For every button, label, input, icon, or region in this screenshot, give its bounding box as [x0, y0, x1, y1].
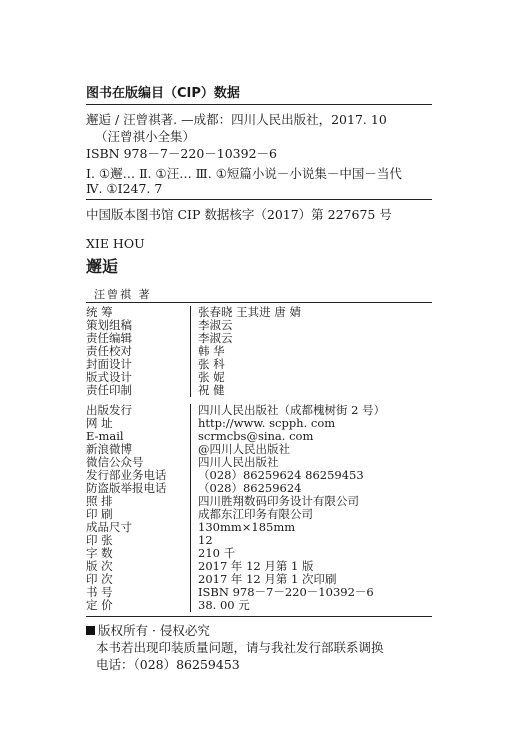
credit-label: 责任校对: [86, 344, 132, 358]
cip-heading: 图书在版编目（CIP）数据: [86, 86, 240, 101]
detail-label: 定 价: [86, 598, 113, 612]
black-square-icon: [86, 626, 95, 635]
cip-classification-code: Ⅳ. ①I247. 7: [86, 181, 163, 196]
detail-label: 防盗版举报电话: [86, 481, 167, 495]
quality-notice: 本书若出现印装质量问题，请与我社发行部联系调换: [96, 640, 384, 655]
divider: [86, 616, 432, 617]
credit-label: 统 筹: [86, 305, 113, 319]
credit-row: [86, 306, 446, 319]
detail-value: http://www. scpph. com: [198, 416, 336, 430]
credit-value: 韩 华: [198, 344, 225, 358]
cip-isbn: ISBN 978－7－220－10392－6: [86, 146, 277, 161]
divider: [86, 104, 432, 105]
book-title: 邂逅: [86, 257, 119, 276]
credit-row: [86, 358, 446, 371]
detail-value: 12: [198, 533, 213, 547]
credit-label: 责任编辑: [86, 331, 132, 345]
column-divider: [190, 404, 191, 612]
detail-value: 四川人民出版社（成都槐树街 2 号）: [198, 403, 386, 417]
credit-row: [86, 384, 446, 397]
detail-value: 四川胜翔数码印务设计有限公司: [198, 494, 359, 508]
credit-value: 祝 健: [198, 383, 225, 397]
copyright-notice: 版权所有 · 侵权必究: [98, 623, 210, 638]
cip-verification: 中国版本图书馆 CIP 数据核字（2017）第 227675 号: [86, 207, 392, 222]
detail-label: 字 数: [86, 546, 113, 560]
credit-value: 张春晓 王其进 唐 婧: [198, 305, 301, 319]
detail-label: 印 次: [86, 572, 113, 586]
detail-row: [86, 599, 446, 612]
detail-label: 出版发行: [86, 403, 132, 417]
cip-series: （汪曾祺小全集）: [95, 129, 196, 144]
credit-row: [86, 371, 446, 384]
detail-label: 版 次: [86, 559, 113, 573]
column-divider: [190, 306, 191, 397]
credit-value: 李淑云: [198, 318, 233, 332]
detail-value: 38. 00 元: [198, 598, 250, 612]
detail-value: scrmcbs@sina. com: [198, 429, 314, 443]
detail-row: [86, 521, 446, 534]
detail-label: E-mail: [86, 429, 124, 443]
detail-row: [86, 586, 446, 599]
detail-label: 新浪微博: [86, 442, 132, 456]
detail-value: ISBN 978－7－220－10392－6: [198, 585, 374, 599]
detail-label: 网 址: [86, 416, 113, 430]
credit-value: 李淑云: [198, 331, 233, 345]
detail-value: 2017 年 12 月第 1 次印刷: [198, 572, 337, 586]
credit-label: 策划组稿: [86, 318, 132, 332]
cip-classification: Ⅰ. ①邂… Ⅱ. ①汪… Ⅲ. ①短篇小说－小说集－中国－当代: [86, 166, 402, 181]
credit-value: 张 妮: [198, 370, 225, 384]
detail-value: （028）86259624: [198, 481, 302, 495]
detail-value: （028）86259624 86259453: [198, 468, 364, 482]
detail-label: 微信公众号: [86, 455, 144, 469]
detail-label: 印 张: [86, 533, 113, 547]
credit-label: 封面设计: [86, 357, 132, 371]
detail-value: 四川人民出版社: [198, 455, 279, 469]
copyright-notice-line: [86, 621, 210, 639]
detail-row: [86, 534, 446, 547]
detail-value: 成都东江印务有限公司: [198, 507, 313, 521]
book-title-pinyin: XIE HOU: [86, 236, 145, 251]
detail-label: 发行部业务电话: [86, 468, 167, 482]
credit-label: 版式设计: [86, 370, 132, 384]
credit-row: [86, 319, 446, 332]
credit-row: [86, 345, 446, 358]
detail-label: 印 刷: [86, 507, 113, 521]
divider: [86, 302, 432, 303]
detail-label: 成品尺寸: [86, 520, 132, 534]
detail-value: 2017 年 12 月第 1 版: [198, 559, 314, 573]
cip-record-line: 邂逅 / 汪曾祺著. —成都：四川人民出版社，2017. 10: [86, 112, 387, 127]
detail-label: 照 排: [86, 494, 113, 508]
detail-value: 210 千: [198, 546, 236, 560]
credit-label: 责任印制: [86, 383, 132, 397]
author-line: 汪曾祺 著: [94, 288, 152, 301]
divider: [86, 199, 432, 200]
contact-phone: 电话：（028）86259453: [96, 657, 240, 672]
detail-value: @四川人民出版社: [198, 442, 290, 456]
detail-label: 书 号: [86, 585, 113, 599]
detail-value: 130mm×185mm: [198, 520, 296, 534]
credit-row: [86, 332, 446, 345]
credit-value: 张 科: [198, 357, 225, 371]
